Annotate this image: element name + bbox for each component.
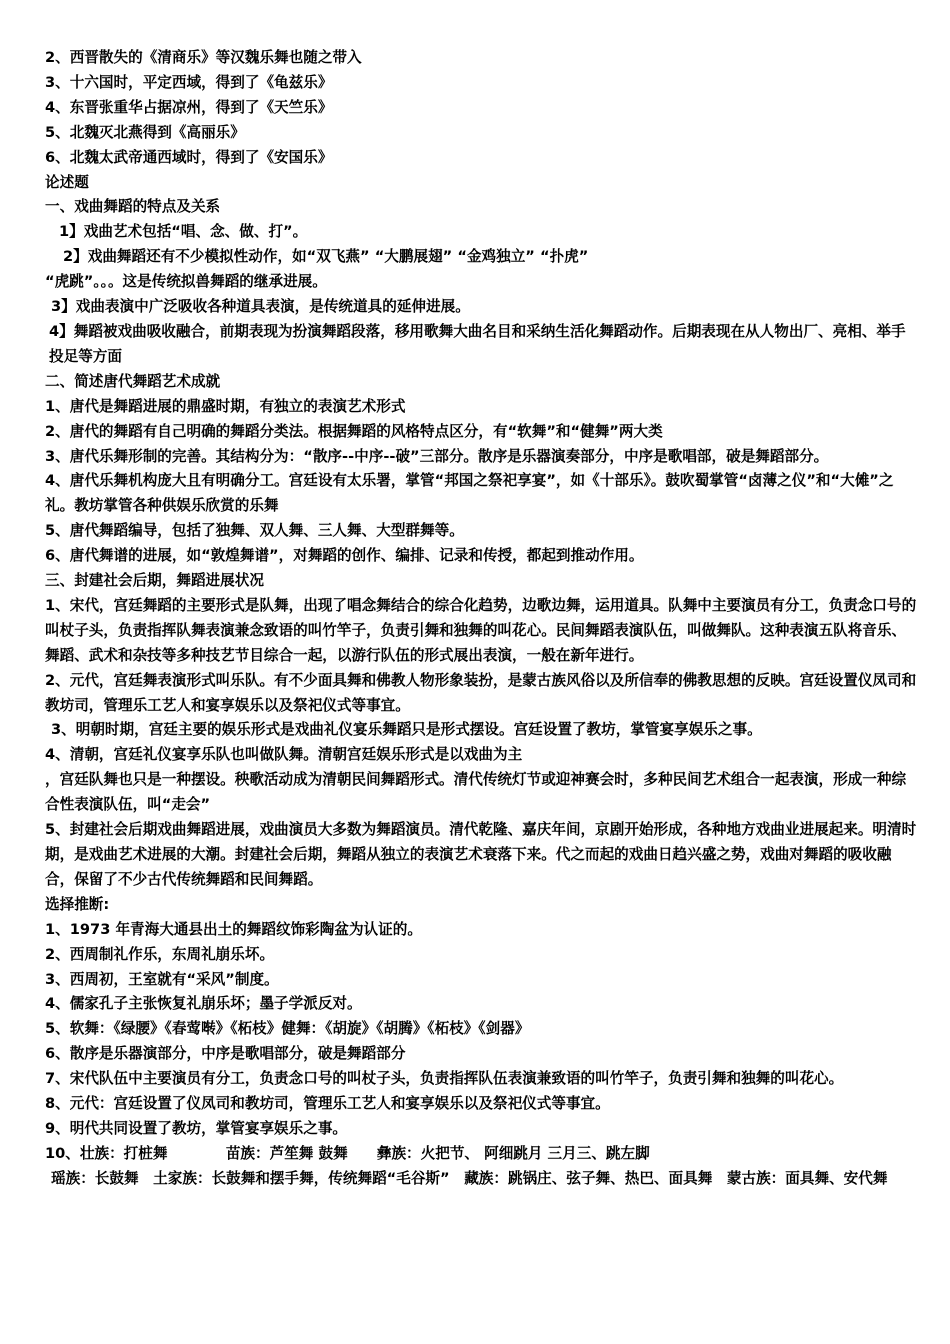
list-item: 6、北魏太武帝通西域时，得到了《安国乐》 — [45, 148, 333, 166]
list-item: 2、西晋散失的《清商乐》等汉魏乐舞也随之带入 — [45, 49, 362, 66]
list-item: 3、明朝时期，宫廷主要的娱乐形式是戏曲礼仪宴乐舞蹈只是形式摆设。宫廷设置了教坊，掌管宴享娱乐之事。 — [51, 721, 762, 739]
list-item: 2、元代，宫廷舞表演形式叫乐队。有不少面具舞和佛教人物形象装扮，是蒙古族风俗以及所信奉的佛教思想的反映。宫廷设置仪凤司和教坊司，管理乐工艺人和宴享娱乐以及祭祀仪式等事宜。 — [45, 671, 917, 714]
list-item: 9、明代共同设置了教坊，掌管宴享娱乐之事。 — [45, 1119, 348, 1137]
list-item: 3、十六国时，平定西域，得到了《龟兹乐》 — [45, 73, 333, 91]
list-item: 2】戏曲舞蹈还有不少模拟性动作，如“双飞燕” “大鹏展翅” “金鸡独立” “扑虎” — [63, 248, 589, 266]
section-heading-tang: 二、简述唐代舞蹈艺术成就 — [45, 372, 221, 390]
list-item-continuation: ，宫廷队舞也只是一种摆设。秧歌活动成为清朝民间舞蹈形式。清代传统灯节或迎神赛会时，多种民间艺术组合一起表演，形成一种综合性表演队伍，叫“走会” — [45, 771, 907, 814]
list-item: 2、西周制礼作乐，东周礼崩乐坏。 — [45, 945, 275, 963]
list-item: 1、1973 年青海大通县出土的舞蹈纹饰彩陶盆为认证的。 — [45, 920, 422, 938]
section-heading-choice: 选择推断: — [45, 895, 110, 913]
section-heading-late-feudal: 三、封建社会后期，舞蹈进展状况 — [45, 572, 264, 590]
list-item: 1】戏曲艺术包括“唱、念、做、打”。 — [59, 223, 308, 241]
list-item: 4、清朝，宫廷礼仪宴享乐队也叫做队舞。清朝宫廷娱乐形式是以戏曲为主 — [45, 746, 523, 764]
essay-heading: 论述题 — [45, 173, 89, 191]
list-item: 4】舞蹈被戏曲吸收融合，前期表现为扮演舞蹈段落，移用歌舞大曲名目和采纳生活化舞蹈动作。后期表现在从人物出厂、亮相、举手投足等方面 — [49, 322, 906, 365]
list-item: 5、北魏灭北燕得到《高丽乐》 — [45, 123, 245, 141]
list-item: 1、宋代，宫廷舞蹈的主要形式是队舞，出现了唱念舞结合的综合化趋势，边歌边舞，运用道具。队舞中主要演员有分工，负责念口号的叫杖子头，负责指挥队舞表演兼念致语的叫竹竿子，负责引舞和独舞的叫花心。民间舞蹈表演队伍，叫做舞队。这种表演五队将音乐、舞蹈、武术和杂技等多种技艺节目综合一起，以游行队伍的形式展出表演，一般在新年进行。 — [45, 596, 917, 664]
list-item: 5、唐代舞蹈编导，包括了独舞、双人舞、三人舞、大型群舞等。 — [45, 522, 464, 540]
list-item: 5、软舞：《绿腰》《春莺啭》《柘枝》健舞：《胡旋》《胡腾》《柘枝》《剑器》 — [45, 1020, 530, 1038]
list-item: 10、壮族：打桩舞 苗族：芦笙舞 鼓舞 彝族：火把节、 阿细跳月 三月三、跳左脚 — [45, 1144, 650, 1162]
list-item: 3】戏曲表演中广泛吸收各种道具表演，是传统道具的延伸进展。 — [51, 298, 470, 316]
list-item: 1、唐代是舞蹈进展的鼎盛时期，有独立的表演艺术形式 — [45, 397, 406, 415]
list-item: 3、唐代乐舞形制的完善。其结构分为：“散序--中序--破”三部分。散序是乐器演奏部分，中序是歌唱部，破是舞蹈部分。 — [45, 447, 829, 465]
list-item: 6、唐代舞谱的进展，如“敦煌舞谱”，对舞蹈的创作、编排、记录和传授，都起到推动作用。 — [45, 547, 644, 565]
list-item: 5、封建社会后期戏曲舞蹈进展，戏曲演员大多数为舞蹈演员。清代乾隆、嘉庆年间，京剧开始形成，各种地方戏曲业进展起来。明清时期，是戏曲艺术进展的大潮。封建社会后期，舞蹈从独立的表演艺术衰落下来。代之而起的戏曲日趋兴盛之势，戏曲对舞蹈的吸收融合，保留了不少古代传统舞蹈和民间舞蹈。 — [45, 821, 917, 888]
list-item: 3、西周初，王室就有“采风”制度。 — [45, 970, 279, 988]
list-item-continuation: “虎跳”。。。这是传统拟兽舞蹈的继承进展。 — [45, 273, 327, 291]
list-item: 2、唐代的舞蹈有自己明确的舞蹈分类法。根据舞蹈的风格特点区分，有“软舞”和“健舞”两大类 — [45, 422, 663, 440]
list-item: 8、元代：宫廷设置了仪凤司和教坊司，管理乐工艺人和宴享娱乐以及祭祀仪式等事宜。 — [45, 1095, 610, 1113]
list-item: 7、宋代队伍中主要演员有分工，负责念口号的叫杖子头，负责指挥队伍表演兼致语的叫竹竿子，负责引舞和独舞的叫花心。 — [45, 1070, 844, 1088]
section-heading-xiqu: 一、戏曲舞蹈的特点及关系 — [45, 198, 221, 216]
list-item-continuation: 瑶族：长鼓舞 土家族：长鼓舞和摆手舞，传统舞蹈“毛谷斯” 藏族：跳锅庄、弦子舞、热巴、面具舞 蒙古族：面具舞、安代舞 — [51, 1169, 888, 1187]
list-item: 4、唐代乐舞机构庞大且有明确分工。宫廷设有太乐署，掌管“邦国之祭祀享宴”，如《十部乐》。鼓吹蜀掌管“卤薄之仪”和“大傩”之礼。教坊掌管各种供娱乐欣赏的乐舞 — [45, 472, 894, 515]
list-item: 4、东晋张重华占据凉州，得到了《天竺乐》 — [45, 98, 333, 116]
list-item: 6、散序是乐器演部分，中序是歌唱部分，破是舞蹈部分 — [45, 1045, 406, 1063]
list-item: 4、儒家孔子主张恢复礼崩乐坏；墨子学派反对。 — [45, 995, 362, 1013]
